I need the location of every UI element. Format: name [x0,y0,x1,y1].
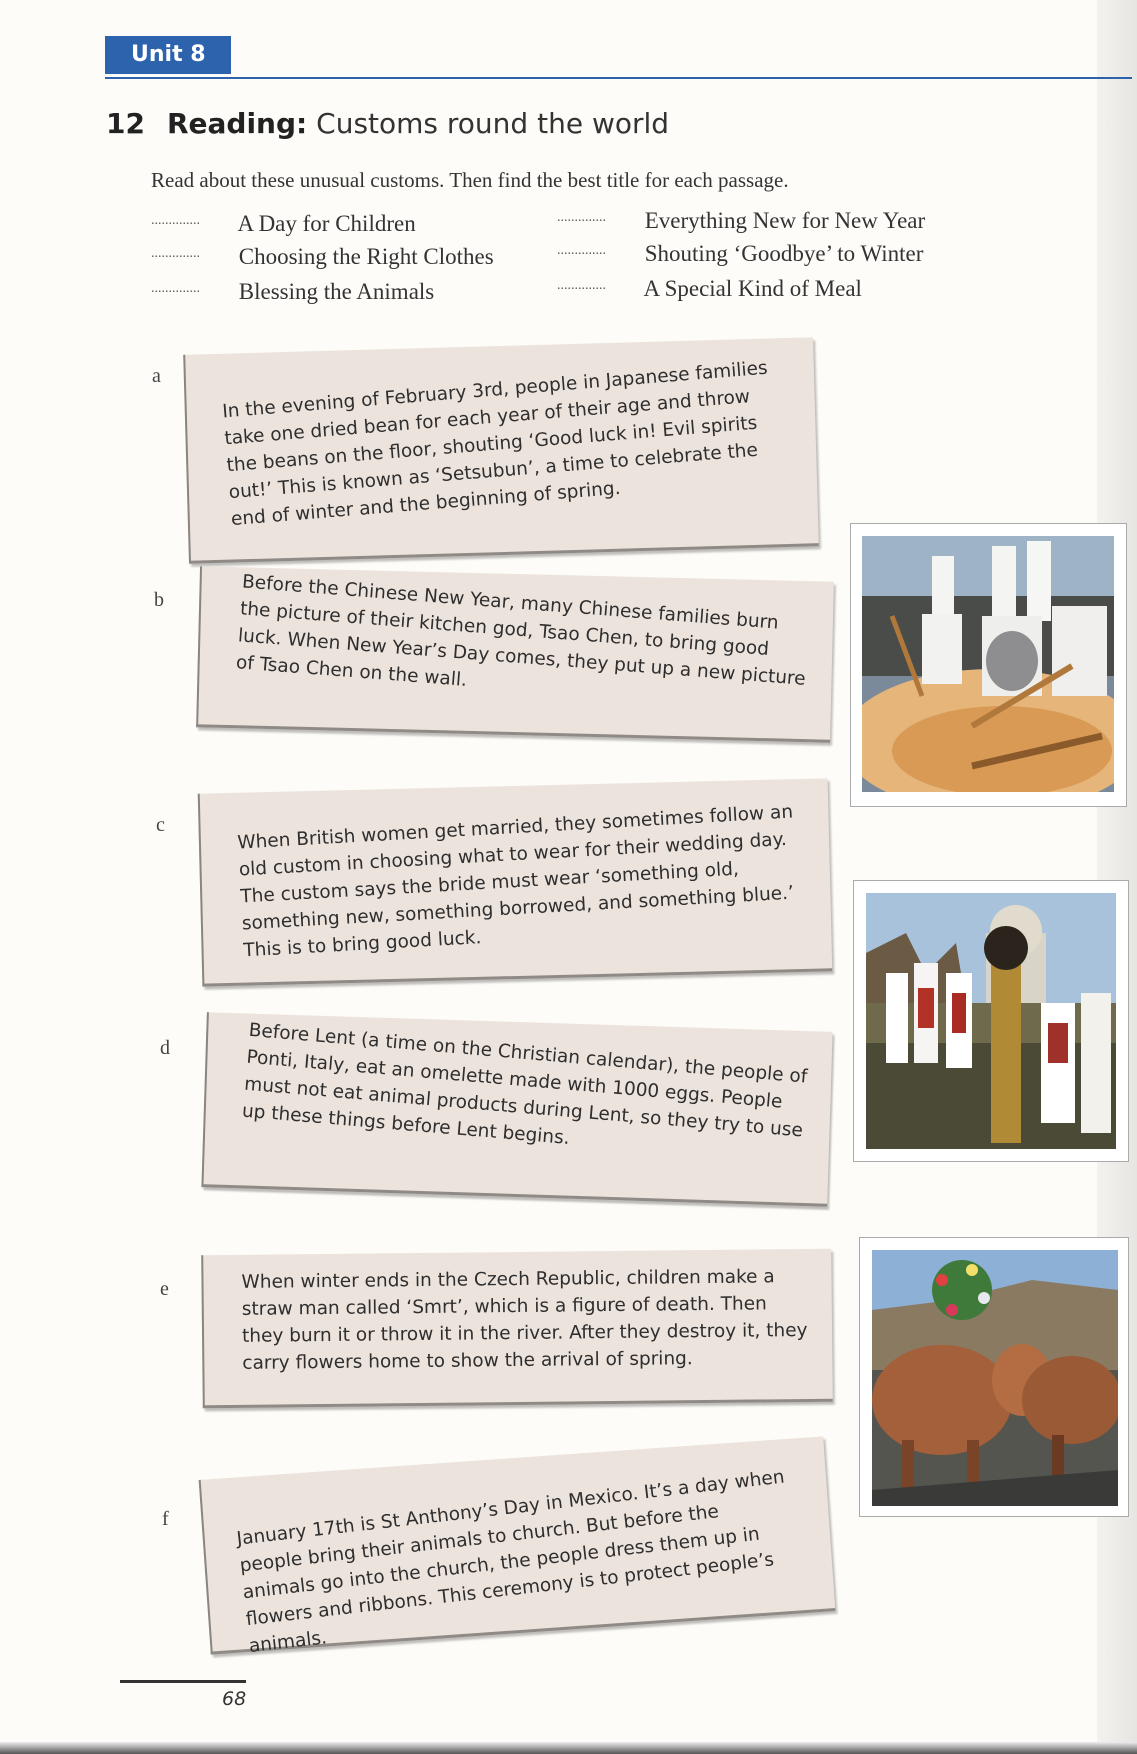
title-text: Blessing the Animals [238,279,435,304]
title-option [151,279,551,305]
passage-card [198,778,833,986]
section-kind: Reading: [166,107,308,140]
passage-letter: c [156,814,165,836]
section-heading [106,107,1006,140]
passage-card [183,337,819,564]
passage-card [201,1012,832,1207]
passage-text: January 17th is St Anthony’s Day in Mexico. It’s a day when people bring their animals to church. But before the animals go into the church, the people dress them up in flowers and ribbons. This ceremony is to protect people’s animals. [235,1466,786,1658]
straw-man-photo-icon [866,893,1116,1149]
passage-letter: e [160,1278,169,1300]
answer-blank[interactable]: .............. [557,278,606,293]
title-text: Choosing the Right Clothes [238,244,494,269]
title-option [151,244,551,270]
title-option [557,276,957,302]
title-option [557,208,957,234]
section-title: Customs round the world [316,107,670,140]
title-text: Shouting ‘Goodbye’ to Winter [644,241,924,266]
straw-man-photo [853,880,1129,1162]
omelette-photo [850,523,1127,807]
instructions: Read about these unusual customs. Then find the best title for each passage. [151,168,789,192]
omelette-photo-icon [862,536,1114,792]
cattle-photo [859,1237,1129,1517]
passage-letter: f [162,1508,169,1530]
passage-text: When winter ends in the Czech Republic, children make a straw man called ‘Smrt’, which is a figure of death. Then they burn it or throw it in the river. After they destroy it, they carry flowers home to show the arrival of spring. [241,1266,808,1374]
passage-letter: b [154,589,164,611]
title-text: Everything New for New Year [644,208,926,233]
answer-blank[interactable]: .............. [557,243,606,258]
passage-text: In the evening of February 3rd, people in Japanese families take one dried bean for each year of their age and throw the beans on the floor, shouting ‘Good luck in! Evil spirits out!’ This is known as ‘Setsubun’, a time to celebrate the end of winter and the beginning of spring. [221,357,769,531]
answer-blank[interactable]: .............. [151,281,200,296]
passage-card [201,1249,833,1409]
answer-blank[interactable]: .............. [151,246,200,261]
page-bottom-shadow [0,1742,1137,1754]
passage-text: Before the Chinese New Year, many Chinese families burn the picture of their kitchen god, Tsao Chen, to bring good luck. When New Year’s Day comes, they put up a new picture of Tsao Chen on the wall. [235,571,807,691]
title-option [557,241,957,267]
title-text: A Day for Children [237,211,416,236]
cattle-photo-icon [872,1250,1118,1506]
passage-letter: a [152,365,161,387]
passage-text: Before Lent (a time on the Christian calendar), the people of Ponti, Italy, eat an omelette made with 1000 eggs. People must not eat animal products during Lent, so they try to use up these things before Lent begins. [241,1019,809,1149]
section-number: 12 [106,107,145,140]
title-text: A Special Kind of Meal [643,276,862,301]
answer-blank[interactable]: .............. [151,213,200,228]
title-option [151,211,551,237]
page-number: 68 [222,1688,247,1710]
header-rule [105,77,1132,79]
unit-label: Unit 8 [105,36,231,74]
passage-text: When British women get married, they sometimes follow an old custom in choosing what to wear for their wedding day. The custom says the bride must wear ‘something old, something new, something borrowed, and something blue.’ This is to bring good luck. [236,801,795,962]
passage-letter: d [160,1037,170,1059]
answer-blank[interactable]: .............. [557,210,606,225]
passage-card [199,1436,836,1658]
passage-card [196,566,834,742]
footer-rule [120,1680,246,1683]
